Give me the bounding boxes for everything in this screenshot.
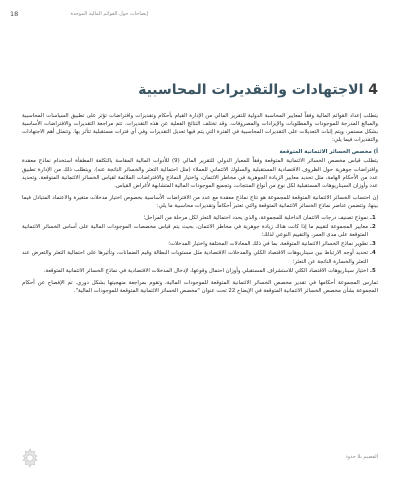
list-item: 4. تحديد أوجه الارتباط بين سيناريوهات الاقتصاد الكلي والمدخلات الاقتصادية مثل مستويات البطالة وقيم الضمانات، وتأثيرها على احتمالية التعثر والتعرض عند التعثر والخسارة الناتجة عن التعثر؛: [22, 249, 368, 265]
section-number: 4: [368, 82, 378, 98]
list-item: 5. اختيار سيناريوهات الاقتصاد الكلي للاستشراف المستقبلي وأوزان احتمال وقوعها، لإدخال المدخلات الاقتصادية في نماذج الخسائر الائتمانية المتوقعة.: [22, 267, 368, 275]
section-body: [22, 112, 378, 299]
subsection-paragraph-3: تمارس المجموعة أحكامها في تقدير مخصص الخسائر الائتمانية المتوقعة للموجودات المالية، وتقوم بمراجعة منهجيتها بشكل دوري. تم الإفصاح عن أحكام المجموعة بشأن مخصص الخسائر الائتمانية المتوقعة في الإيضاح 22 تحت عنوان "مخصص الخسائر الائتمانية المتوقعة للموجودات المالية".: [22, 279, 378, 294]
subsection-paragraph-2: إن احتساب الخسائر الائتمانية المتوقعة للمجموعة هو نتاج نماذج معقدة مع عدد من الافتراضات الأساسية بخصوص اختيار مدخلات متغيرة والاعتماد المتبادل فيما بينها، وتتضمن عناصر نماذج الخسائر الائتمانية المتوقعة والتي تعتبر أحكاماً وتقديرات محاسبية ما يلي:: [22, 194, 378, 209]
judgement-list: [22, 214, 378, 275]
list-item: 3. تطوير نماذج الخسائر الائتمانية المتوقعة، بما في ذلك المعادلات المختلفة واختيار المدخلات؛: [22, 240, 368, 248]
intro-paragraph: يتطلب إعداد القوائم المالية وفقاً لمعايير المحاسبة الدولية للتقرير المالي من الإدارة القيام بأحكام وتقديرات وافتراضات تؤثر على تطبيق السياسات المحاسبية والمبالغ المدرجة للموجودات والمطلوبات والإيرادات والمصروفات. وقد تختلف النتائج الفعلية عن هذه التقديرات. تتم مراجعة التقديرات والافتراضات الأساسية بشكل مستمر، ويتم إثبات التعديلات على التقديرات المحاسبية في الفترة التي يتم فيها تعديل التقديرات وفي أي فترات مستقبلية تتأثر بها. وتتمثل أهم الاجتهادات والتقديرات فيما يلي:: [22, 113, 378, 144]
section-title: الاجتهادات والتقديرات المحاسبية: [138, 82, 364, 98]
footer-company-name: القصيم بلا حدود: [345, 454, 378, 460]
list-item: 2. معايير المجموعة لتقييم ما إذا كانت هناك زيادة جوهرية في مخاطر الائتمان، بحيث يتم قياس مخصصات الموجودات المالية على أساس الخسائر الائتمانية المتوقعة على مدى العمر، والتقييم النوعي لذلك؛: [22, 223, 368, 239]
section-heading: [138, 82, 378, 98]
header-document-title: إيضاحات حول القوائم المالية الموحدة: [70, 11, 148, 17]
company-logo-icon: [20, 448, 40, 468]
subsection-paragraph-1: يتطلب قياس مخصص الخسائر الائتمانية المتوقعة وفقاً للمعيار الدولي للتقرير المالي (9) للأدوات المالية المقاسة بالتكلفة المطفأة استخدام نماذج معقدة وافتراضات جوهرية حول الظروف الاقتصادية المستقبلية والسلوك الائتماني للعملاء (مثل احتمالية التعثر والخسائر الناتجة عنه). ويتطلب ذلك من الإدارة تطبيق عدد من الأحكام الهامة، مثل تحديد معايير الزيادة الجوهرية في مخاطر الائتمان، واختيار النماذج والافتراضات الملائمة لقياس الخسائر الائتمانية المتوقعة، وتحديد عدد وأوزان السيناريوهات المستقبلية لكل نوع من أنواع المنتجات، وتجميع الموجودات المالية المتشابهة لأغراض القياس.: [22, 158, 378, 189]
page-number: 18: [10, 10, 19, 18]
subsection-heading: أ) مخصص الخسائر الائتمانية المتوقعة: [279, 149, 378, 156]
list-item: 1. نموذج تصنيف درجات الائتمان الداخلية للمجموعة، والذي يحدد احتمالية التعثر لكل مرحلة من المراحل؛: [22, 214, 368, 222]
